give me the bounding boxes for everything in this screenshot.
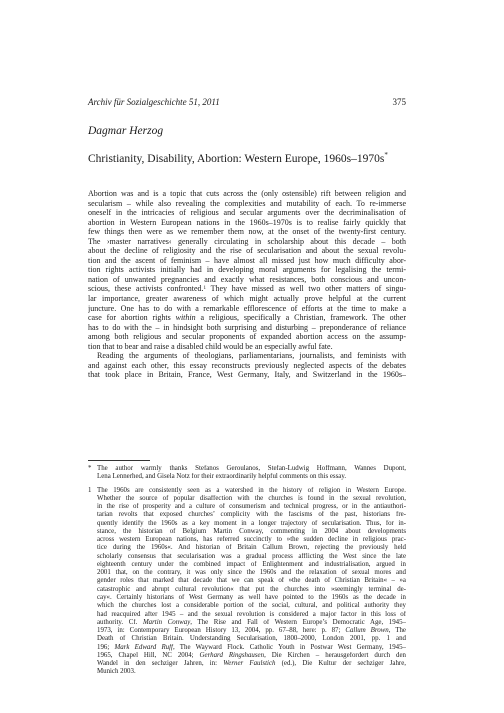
footnote-line: across western European nations, has referred succinctly to »the sudden decline in religious prac- (97, 536, 406, 544)
footnote-line: tice during the 1960s«. And historian of Britain Callum Brown, rejecting the previously held (97, 544, 406, 552)
footnote-line: gender roles that marked that decade that we can speak of »the death of Christian Britain« – »a (97, 577, 406, 585)
footnote-line: cay«. Certainly historians of West Germany as well have pointed to the 1960s as the decade in (97, 593, 406, 601)
body-line (88, 313, 406, 323)
cited-author: Werner Faulstich (223, 660, 276, 668)
emphasis-within: within (175, 313, 196, 323)
footnote-segment: 1973, in: Contemporary European History 13, 2004, pp. 67–88, here: p. 87; (97, 627, 346, 635)
footnote-segment: , Die Kirchen – herausgefordert durch den (264, 651, 406, 659)
body-line: tion rights activists initially had in developing moral arguments for legalising the termi- (88, 265, 406, 275)
body-text (88, 189, 406, 380)
footnote-line (97, 619, 406, 627)
footnote-line: stance, the historian of Belgium Martin Conway, commenting in 2004 about developments (97, 527, 406, 535)
footnote-line: The author warmly thanks Stefanos Geroulanos, Stefan-Ludwig Hoffmann, Wannes Dupont, (97, 465, 406, 472)
body-line: tion and the ascent of feminism – have almost all missed just how much difficulty abor- (88, 255, 406, 265)
footnote-line: Munich 2003. (97, 668, 136, 676)
body-line: The ›master narratives‹ generally circulating in scholarship about this decade – both (88, 236, 406, 246)
cited-author: Gerhard Ringshausen (199, 651, 265, 659)
article-title (88, 151, 388, 165)
body-segment: They have missed as well two other matters of singu- (210, 284, 406, 294)
body-line: lar importance, greater awareness of which might actually prove helpful at the current (88, 294, 406, 304)
footnote-line: Death of Christian Britain. Understanding Secularisation, 1800–2000, London 2001, pp. 1 and (97, 635, 406, 643)
footnote-segment: authority. Cf. (97, 618, 143, 626)
footnote-line (97, 652, 406, 660)
footnote-segment: 196; (97, 643, 115, 651)
footnote-segment: 1965, Chapel Hill, NC 2004; (97, 651, 200, 659)
footnote-segment: , The Rise and Fall of Western Europe’s Democratic Age, 1945– (190, 618, 406, 626)
footnotes (88, 465, 406, 677)
footnote-line: eighteenth century under the combined impact of Enlightenment and industrialisation, argued in (97, 560, 406, 568)
body-line: nation of unwanted pregnancies and exactly what resistances, both conscious and uncon- (88, 274, 406, 284)
footnote-line (97, 627, 406, 635)
author-name: Dagmar Herzog (88, 125, 164, 137)
body-segment: scious, these activists confronted. (88, 284, 204, 294)
footnote-line: quently identify the 1960s as a key moment in a longer trajectory of secularisation. Thus, for in- (97, 519, 406, 527)
footnote-line: in the rise of prosperity and a culture of consumerism and technical progress, or in the antiauthori- (97, 503, 406, 511)
footnote-separator (88, 460, 150, 461)
footnote-acknowledgement (88, 465, 406, 482)
footnote-segment: (ed.), Die Kultur der sechziger Jahre, (275, 660, 406, 668)
footnote-segment: Wandel in den sechziger Jahren, in: (97, 660, 224, 668)
footnote-segment: , The (388, 627, 406, 635)
footnote-line (97, 660, 406, 668)
page-number: 375 (392, 97, 406, 107)
body-line: juncture. One has to do with a remarkable efflorescence of efforts at the time to make a (88, 303, 406, 313)
footnote-marker: * (88, 465, 92, 472)
body-segment: case for abortion rights (88, 313, 176, 323)
journal-name: Archiv für Sozialgeschichte 51, 2011 (88, 97, 220, 107)
title-footnote-marker: * (384, 151, 388, 159)
running-head (88, 96, 406, 108)
body-line: and against each other, this essay reconstructs previously neglected aspects of the debates (88, 360, 406, 370)
footnote-line: tarian revolts that exposed churches’ complicity with the fascisms of the past, historians fre- (97, 511, 406, 519)
footnote-line: scholarly consensus that secularisation was a gradual process afflicting the West since the late (97, 552, 406, 560)
footnote-line: Whether the source of popular disaffection with the churches is found in the sexual revolution, (97, 494, 406, 502)
body-line: abortion in Western European nations in the 1960s–1970s is to realise fairly quickly that (88, 217, 406, 227)
body-line: few things then were as we remember them now, at the onset of the twenty-first century. (88, 227, 406, 237)
body-line: about the decline of religiosity and the rise of secularisation and about the sexual revolu- (88, 246, 406, 256)
footnote-line: Lena Lennerhed, and Gisela Notz for their extraordinarily helpful comments on this essay. (97, 473, 347, 481)
body-segment: a religious, specifically a Christian, framework. The other (195, 313, 406, 323)
article-title-text: Christianity, Disability, Abortion: Western Europe, 1960s–1970s (88, 152, 385, 165)
body-line: Reading the arguments of theologians, parliamentarians, journalists, and feminists with (97, 351, 406, 361)
body-line (88, 284, 406, 294)
footnote-marker: 1 (88, 486, 92, 494)
body-line: that took place in Britain, France, West Germany, Italy, and Switzerland in the 1960s– (88, 370, 406, 380)
body-line: has to do with the – in hindsight both surprising and disturbing – preponderance of reliance (88, 322, 406, 332)
cited-author: Martin Conway (142, 618, 191, 626)
body-line: secularism – while also revealing the complexities and mutability of each. To re-immerse (88, 198, 406, 208)
body-line: tion that to bear and raise a disabled child would be an especially awful fate. (88, 341, 333, 351)
body-line: oneself in the intricacies of religious and secular arguments over the decriminalisation of (88, 208, 406, 218)
footnote-ref-1: 1 (203, 286, 206, 292)
footnote-line: catastrophic and abrupt cultural revolution« that put the churches into »seemingly terminal de- (97, 585, 406, 593)
footnote-segment: , The Wayward Flock. Catholic Youth in Postwar West Germany, 1945– (172, 643, 406, 651)
body-line: Abortion was and is a topic that cuts across the (only ostensible) rift between religion and (88, 189, 406, 198)
body-line: among both religious and secular proponents of expanded abortion access on the assump- (88, 332, 406, 342)
footnote-line: had reacquired after 1945 – and the sexual revolution is considered a major factor in this loss of (97, 610, 406, 618)
footnote-line (97, 644, 406, 652)
cited-author: Mark Edward Ruff (114, 643, 173, 651)
footnote-1 (88, 487, 406, 677)
footnote-line: 2001 that, on the contrary, it was only since the 1960s and the relaxation of sexual mores and (97, 569, 406, 577)
footnote-line: The 1960s are consistently seen as a watershed in the history of religion in Western Europe. (97, 486, 406, 494)
footnote-line: which the churches lost a considerable portion of the social, cultural, and political authority they (97, 602, 406, 610)
cited-author: Callum Brown (345, 627, 389, 635)
